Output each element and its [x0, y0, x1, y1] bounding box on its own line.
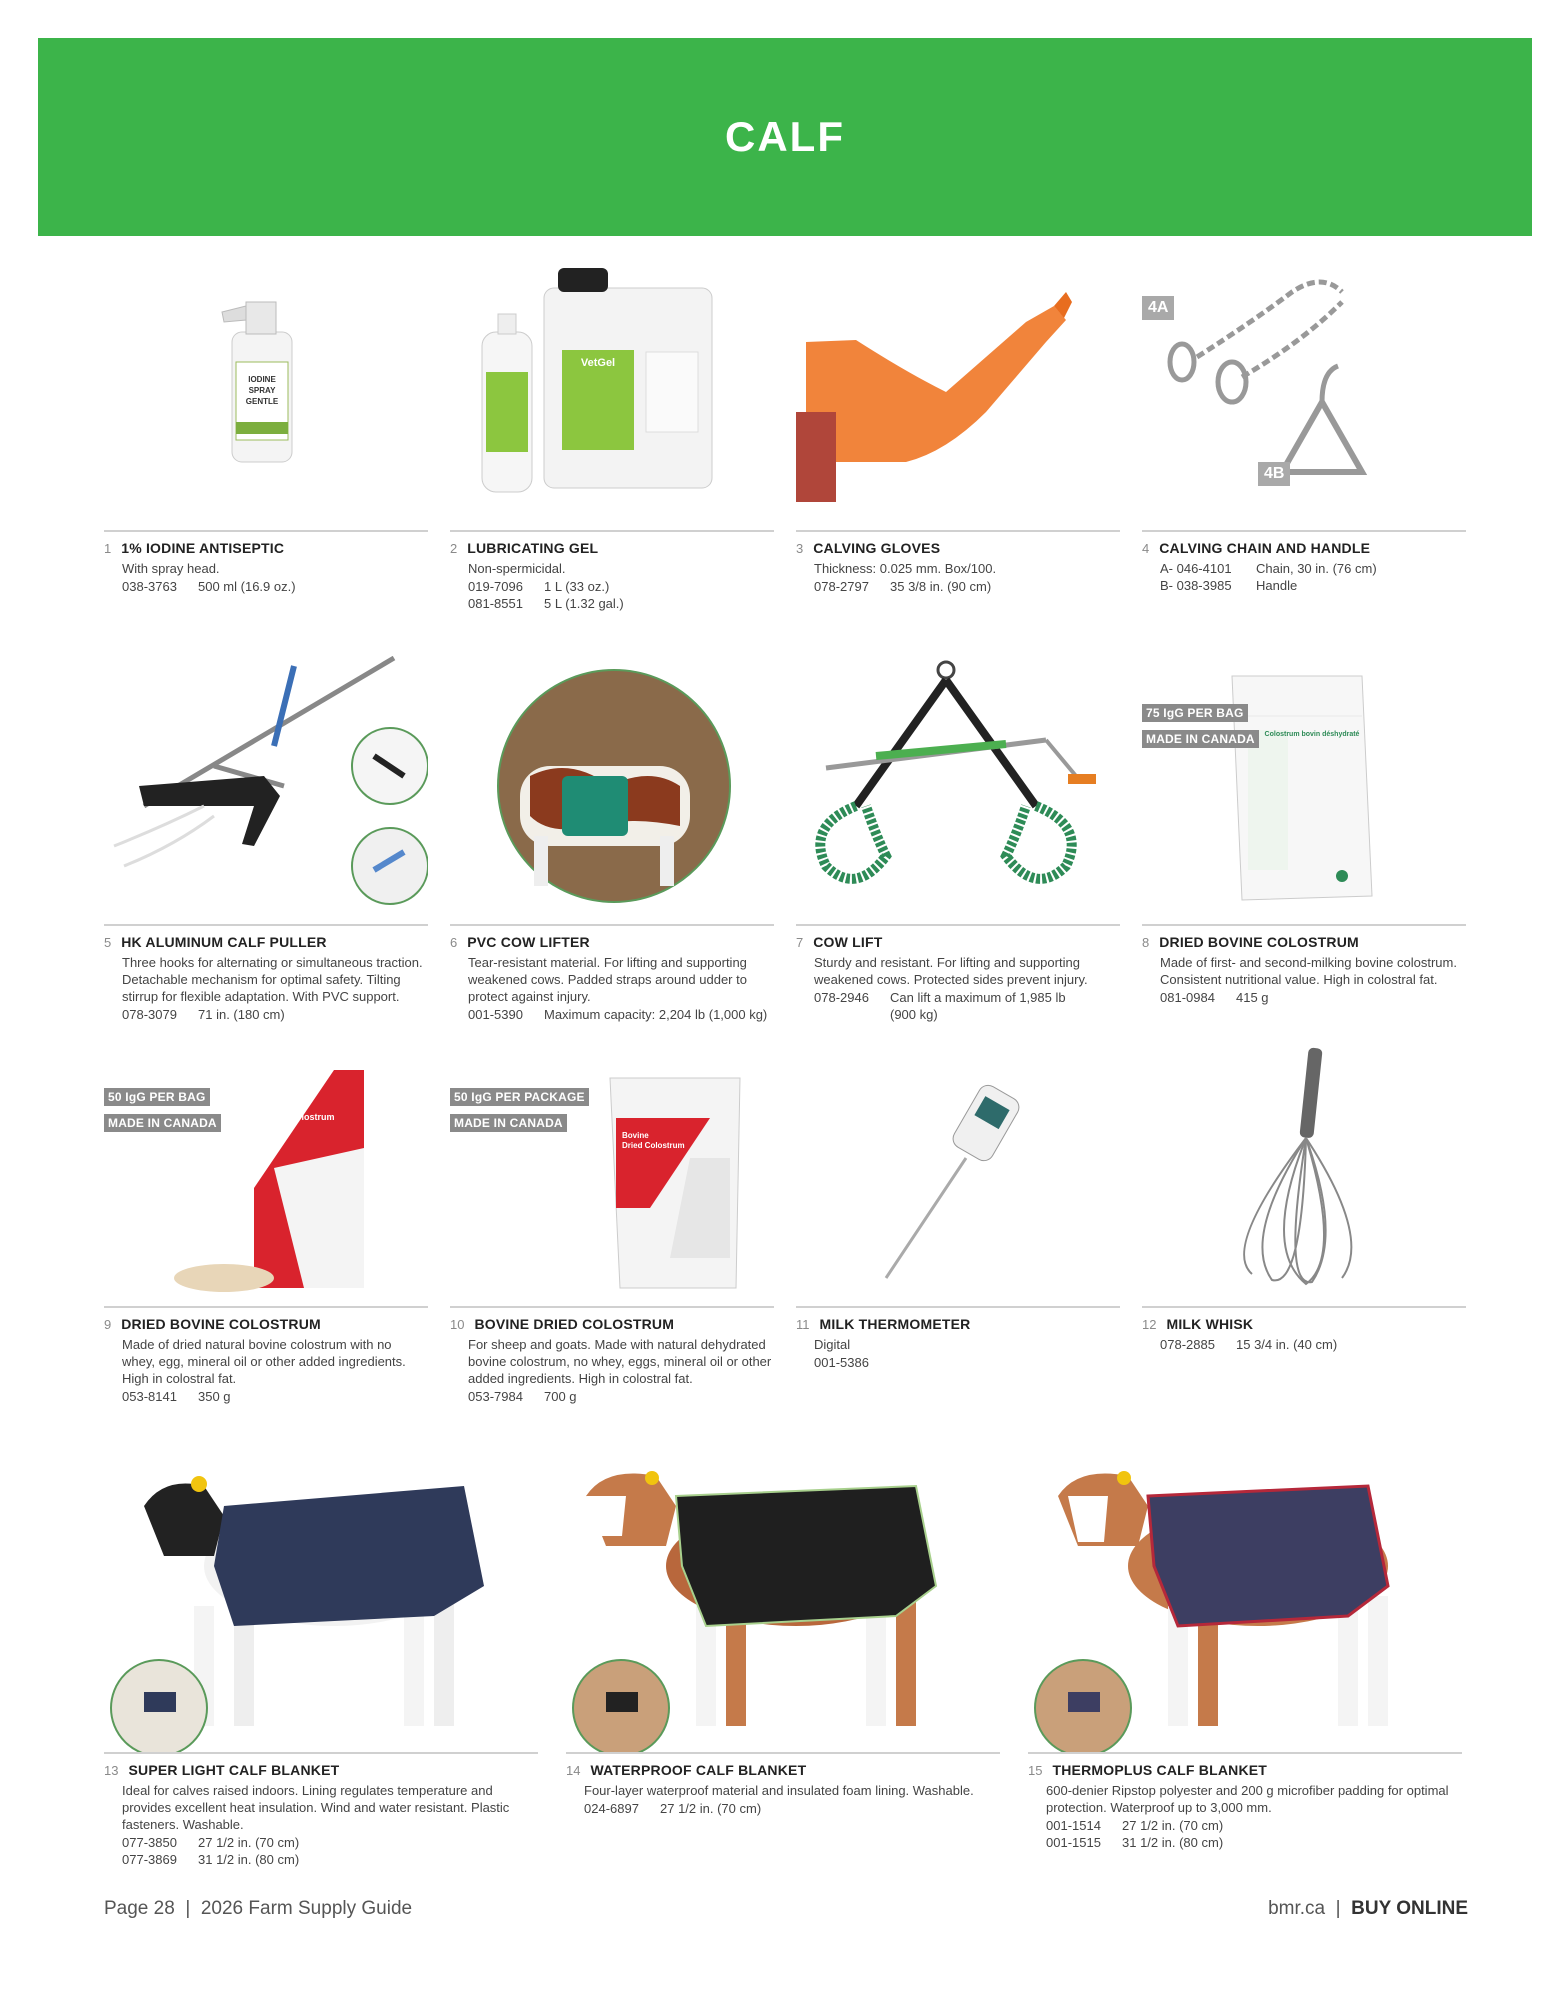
product-image-colostrum-9: [104, 1038, 428, 1306]
product-number: 3: [796, 541, 804, 556]
product-name: COW LIFT: [813, 934, 883, 950]
page-banner: [38, 38, 1532, 236]
sku-size: 27 1/2 in. (70 cm): [660, 1801, 762, 1816]
sku-size: 71 in. (180 cm): [198, 1007, 285, 1022]
product-image-waterproof-blanket: [566, 1446, 1000, 1752]
product-image-lubricating-gel: [450, 262, 774, 530]
product-number: 13: [104, 1763, 119, 1778]
badge-made-in-canada: MADE IN CANADA: [104, 1114, 221, 1132]
sku-code: 077-3869: [122, 1852, 177, 1867]
product-description: Made of dried natural bovine colostrum with no whey, egg, mineral oil or other added ingredients. High in colostral fat.: [122, 1337, 406, 1386]
sku-size: 500 ml (16.9 oz.): [198, 579, 296, 594]
product-15[interactable]: [1028, 1446, 1462, 1868]
sku-size: Maximum capacity: 2,204 lb (1,000 kg): [544, 1007, 768, 1022]
product-name: DRIED BOVINE COLOSTRUM: [121, 1316, 321, 1332]
product-image-calving-chain: [1142, 262, 1466, 530]
product-4[interactable]: [1142, 262, 1466, 612]
svg-text:Bovine: Bovine: [264, 1100, 295, 1110]
product-image-thermoplus-blanket: [1028, 1446, 1462, 1752]
buy-online-link[interactable]: BUY ONLINE: [1351, 1898, 1468, 1919]
sku-code: 077-3850: [122, 1835, 177, 1850]
product-description: Tear-resistant material. For lifting and supporting weakened cows. Padded straps around udder to protect against injury.: [468, 955, 747, 1004]
product-5[interactable]: [104, 656, 428, 1023]
svg-text:Colostrum bovin déshydraté: Colostrum bovin déshydraté: [1264, 731, 1360, 738]
product-image-milk-thermometer: [796, 1038, 1120, 1306]
product-number: 11: [796, 1317, 810, 1332]
sku-code: 081-0984: [1160, 990, 1215, 1005]
product-description: Sturdy and resistant. For lifting and supporting weakened cows. Protected sides prevent injury.: [814, 955, 1088, 987]
sku-size: Can lift a maximum of 1,985 lb (900 kg): [890, 990, 1066, 1022]
sku-code: A- 046-4101: [1160, 561, 1232, 576]
product-description: Thickness: 0.025 mm. Box/100.: [814, 561, 997, 576]
product-number: 14: [566, 1763, 581, 1778]
footer-right: bmr.ca | BUY ONLINE: [1268, 1898, 1468, 1919]
svg-text:Bovine: Bovine: [622, 1131, 649, 1140]
product-description: Four-layer waterproof material and insulated foam lining. Washable.: [584, 1783, 974, 1798]
product-image-milk-whisk: [1142, 1038, 1466, 1306]
sku-code: 078-3079: [122, 1007, 177, 1022]
product-6[interactable]: [450, 656, 774, 1023]
sku-code: 078-2885: [1160, 1337, 1215, 1352]
svg-text:Dried Colostrum: Dried Colostrum: [622, 1141, 685, 1150]
product-number: 9: [104, 1317, 112, 1332]
sku-code: 081-8551: [468, 596, 523, 611]
product-number: 6: [450, 935, 458, 950]
product-description: Made of first- and second-milking bovine colostrum. Consistent nutritional value. High in colostral fat.: [1160, 955, 1457, 987]
sku-code: B- 038-3985: [1160, 578, 1232, 593]
product-number: 7: [796, 935, 804, 950]
sku-code: 038-3763: [122, 579, 177, 594]
product-12[interactable]: [1142, 1038, 1466, 1405]
product-image-calving-gloves: [796, 262, 1120, 530]
sku-code: 078-2797: [814, 579, 869, 594]
sku-size: 350 g: [198, 1389, 231, 1404]
sku-size: 27 1/2 in. (70 cm): [198, 1835, 300, 1850]
tag-4b: 4B: [1258, 462, 1290, 486]
product-image-super-light-blanket: [104, 1446, 538, 1752]
sku-size: 15 3/4 in. (40 cm): [1236, 1337, 1338, 1352]
product-number: 10: [450, 1317, 465, 1332]
svg-text:SPRAY: SPRAY: [248, 386, 276, 395]
sku-code: 053-8141: [122, 1389, 177, 1404]
product-name: BOVINE DRIED COLOSTRUM: [474, 1316, 675, 1332]
sku-code: 001-5390: [468, 1007, 523, 1022]
product-description: Three hooks for alternating or simultaneous traction. Detachable mechanism for optimal safety. Tilting stirrup for flexible adaptation. With PVC support.: [122, 955, 423, 1004]
product-description: 600-denier Ripstop polyester and 200 g microfiber padding for optimal protection. Waterproof up to 3,000 mm.: [1046, 1783, 1449, 1815]
product-number: 1: [104, 541, 112, 556]
sku-code: 001-1514: [1046, 1818, 1101, 1833]
product-7[interactable]: [796, 656, 1120, 1023]
product-name: THERMOPLUS CALF BLANKET: [1052, 1762, 1268, 1778]
product-description: With spray head.: [122, 561, 220, 576]
product-image-cow-lifter: [450, 656, 774, 924]
product-description: Non-spermicidal.: [468, 561, 566, 576]
page-footer: [104, 1898, 1468, 1920]
sku-size: 31 1/2 in. (80 cm): [1122, 1835, 1224, 1850]
sku-size: Handle: [1256, 578, 1298, 593]
sku-size: 1 L (33 oz.): [544, 579, 610, 594]
product-number: 4: [1142, 541, 1150, 556]
product-number: 15: [1028, 1763, 1043, 1778]
svg-text:IODINE: IODINE: [248, 375, 276, 384]
product-1[interactable]: [104, 262, 428, 612]
sku-size: 5 L (1.32 gal.): [544, 596, 624, 611]
product-description: For sheep and goats. Made with natural dehydrated bovine colostrum, no whey, eggs, mineral oil or other added ingredients. High in colostral fat.: [468, 1337, 772, 1386]
product-name: MILK WHISK: [1166, 1316, 1254, 1332]
product-row-4: [104, 1446, 1468, 1868]
product-8[interactable]: [1142, 656, 1466, 1023]
sku-size: 700 g: [544, 1389, 577, 1404]
product-2[interactable]: [450, 262, 774, 612]
product-number: 8: [1142, 935, 1150, 950]
sku-size: 415 g: [1236, 990, 1269, 1005]
svg-text:VetGel: VetGel: [580, 357, 616, 369]
product-image-colostrum-8: [1142, 656, 1466, 924]
product-name: LUBRICATING GEL: [467, 540, 599, 556]
sku-size: 31 1/2 in. (80 cm): [198, 1852, 300, 1867]
sku-size: 27 1/2 in. (70 cm): [1122, 1818, 1224, 1833]
product-name: SUPER LIGHT CALF BLANKET: [128, 1762, 340, 1778]
svg-text:GENTLE: GENTLE: [245, 397, 279, 406]
product-number: 2: [450, 541, 458, 556]
product-description: Digital: [814, 1337, 851, 1352]
product-name: DRIED BOVINE COLOSTRUM: [1159, 934, 1359, 950]
svg-text:Dried Colostrum: Dried Colostrum: [264, 1112, 335, 1122]
product-10[interactable]: [450, 1038, 774, 1405]
product-row-2: [104, 656, 1468, 1023]
sku-code: 078-2946: [814, 990, 869, 1005]
product-row-1: [104, 262, 1468, 612]
product-name: 1% IODINE ANTISEPTIC: [121, 540, 285, 556]
product-name: PVC COW LIFTER: [467, 934, 590, 950]
badge-igg: 50 IgG PER PACKAGE: [450, 1088, 589, 1106]
product-3[interactable]: [796, 262, 1120, 612]
sku-code: 019-7096: [468, 579, 523, 594]
product-row-3: [104, 1038, 1468, 1405]
sku-code: 024-6897: [584, 1801, 639, 1816]
guide-title: 2026 Farm Supply Guide: [200, 1898, 413, 1919]
product-14[interactable]: [566, 1446, 1000, 1868]
badge-made-in-canada: MADE IN CANADA: [450, 1114, 567, 1132]
badge-igg: 75 IgG PER BAG: [1142, 704, 1248, 722]
product-image-cow-lift: [796, 656, 1120, 924]
product-number: 12: [1142, 1317, 1157, 1332]
page-number: Page 28: [104, 1898, 175, 1919]
product-image-iodine: [104, 262, 428, 530]
product-name: CALVING GLOVES: [813, 540, 941, 556]
product-name: WATERPROOF CALF BLANKET: [590, 1762, 807, 1778]
product-name: MILK THERMOMETER: [819, 1316, 971, 1332]
site-link[interactable]: bmr.ca: [1268, 1898, 1326, 1919]
sku-code: 001-5386: [814, 1355, 869, 1370]
sku-code: 053-7984: [468, 1389, 523, 1404]
product-description: Ideal for calves raised indoors. Lining regulates temperature and provides excellent heat insulation. Wind and water resistant. Plastic fasteners. Washable.: [122, 1783, 510, 1832]
product-13[interactable]: [104, 1446, 538, 1868]
badge-made-in-canada: MADE IN CANADA: [1142, 730, 1259, 748]
footer-left: Page 28 | 2026 Farm Supply Guide: [104, 1898, 413, 1919]
banner-title: CALF: [725, 113, 845, 160]
product-name: CALVING CHAIN AND HANDLE: [1159, 540, 1371, 556]
badge-igg: 50 IgG PER BAG: [104, 1088, 210, 1106]
product-name: HK ALUMINUM CALF PULLER: [121, 934, 327, 950]
product-number: 5: [104, 935, 112, 950]
sku-size: 35 3/8 in. (90 cm): [890, 579, 992, 594]
tag-4a: 4A: [1142, 296, 1174, 320]
product-9[interactable]: [104, 1038, 428, 1405]
product-image-calf-puller: [104, 656, 428, 924]
sku-size: Chain, 30 in. (76 cm): [1256, 561, 1377, 576]
sku-code: 001-1515: [1046, 1835, 1101, 1850]
product-image-colostrum-10: [450, 1038, 774, 1306]
product-11[interactable]: [796, 1038, 1120, 1405]
